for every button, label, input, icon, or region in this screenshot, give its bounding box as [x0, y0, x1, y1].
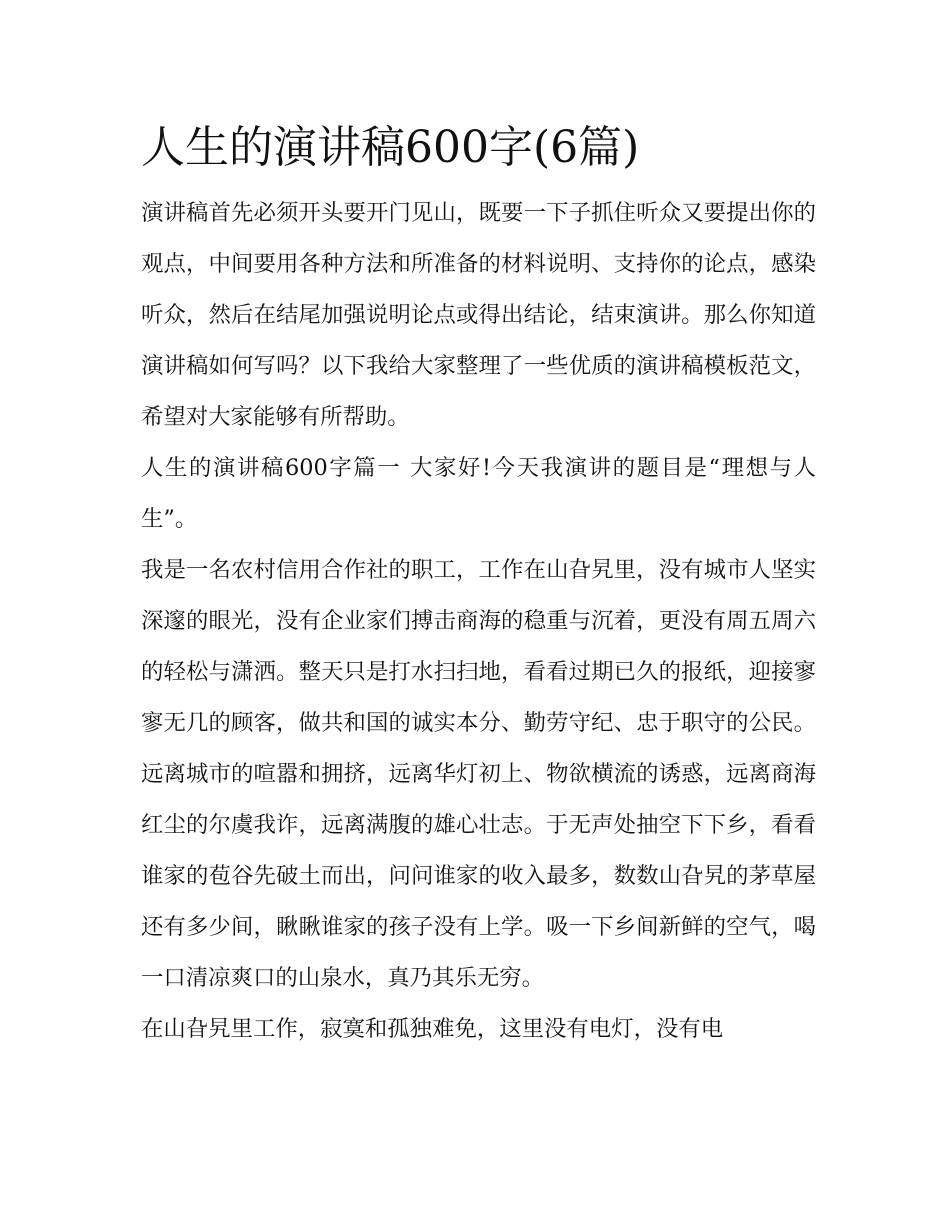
document-body — [141, 116, 816, 1055]
document-title: 人生的演讲稿600字(6篇) — [141, 122, 640, 173]
paragraph-speech-heading: 人生的演讲稿600字篇一 大家好!今天我演讲的题目是“理想与人生”。 — [141, 455, 816, 532]
paragraph-intro: 演讲稿首先必须开头要开门见山，既要一下子抓住听众又要提出你的观点，中间要用各种方法和所准备的材料说明、支持你的论点，感染听众，然后在结尾加强说明论点或得出结论，结束演讲。那么你知道演讲稿如何写吗？以下我给大家整理了一些优质的演讲稿模板范文，希望对大家能够有所帮助。 — [141, 200, 816, 430]
paragraph-body-2: 在山旮旯里工作，寂寞和孤独难免，这里没有电灯，没有电 — [141, 1016, 724, 1042]
paragraph-body-1: 我是一名农村信用合作社的职工，工作在山旮旯里，没有城市人坚实深邃的眼光，没有企业家们搏击商海的稳重与沉着，更没有周五周六的轻松与潇洒。整天只是打水扫扫地，看看过期已久的报纸，迎接寥寥无几的顾客，做共和国的诚实本分、勤劳守纪、忠于职守的公民。远离城市的喧嚣和拥挤，远离华灯初上、物欲横流的诱惑，远离商海红尘的尔虞我诈，远离满腹的雄心壮志。于无声处抽空下下乡，看看谁家的苞谷先破土而出，问问谁家的收入最多，数数山旮旯的茅草屋还有多少间，瞅瞅谁家的孩子没有上学。吸一下乡间新鲜的空气，喝一口清凉爽口的山泉水，真乃其乐无穷。 — [141, 557, 816, 991]
